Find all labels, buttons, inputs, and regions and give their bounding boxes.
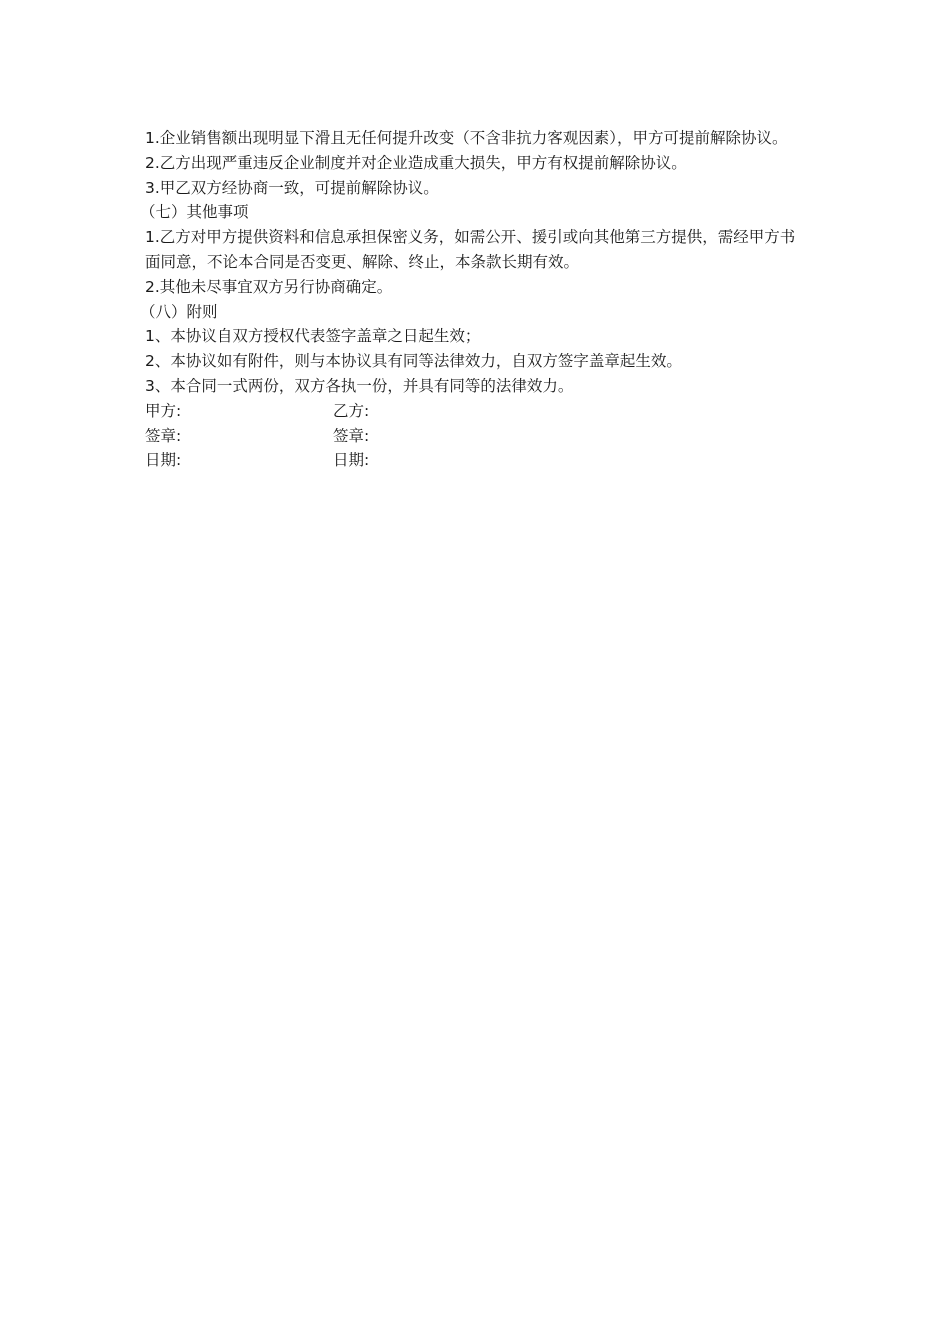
signature-row-date — [145, 448, 810, 473]
party-a-label: 甲方: — [145, 401, 182, 420]
document-body — [140, 126, 810, 473]
appendix-item-2: 2、本协议如有附件，则与本协议具有同等法律效力，自双方签字盖章起生效。 — [145, 352, 682, 371]
seal-b-label: 签章: — [333, 426, 370, 445]
other-item-2: 2.其他未尽事宜双方另行协商确定。 — [145, 277, 393, 296]
signature-row-party — [145, 399, 810, 424]
date-b-label: 日期: — [333, 451, 370, 470]
other-item-1: 1.乙方对甲方提供资料和信息承担保密义务，如需公开、援引或向其他第三方提供，需经甲方书面同意，不论本合同是否变更、解除、终止，本条款长期有效。 — [145, 228, 796, 271]
termination-item-2: 2.乙方出现严重违反企业制度并对企业造成重大损失，甲方有权提前解除协议。 — [145, 153, 687, 172]
termination-item-3: 3.甲乙双方经协商一致，可提前解除协议。 — [145, 178, 439, 197]
termination-item-1: 1.企业销售额出现明显下滑且无任何提升改变（不含非抗力客观因素），甲方可提前解除协议。 — [145, 129, 788, 147]
signature-row-seal — [145, 424, 810, 449]
party-b-label: 乙方: — [333, 401, 370, 420]
section-heading-other: （七）其他事项 — [140, 203, 249, 222]
section-heading-appendix: （八）附则 — [140, 302, 218, 321]
date-a-label: 日期: — [145, 451, 182, 470]
seal-a-label: 签章: — [145, 426, 182, 445]
appendix-item-1: 1、本协议自双方授权代表签字盖章之日起生效； — [145, 327, 481, 346]
appendix-item-3: 3、本合同一式两份，双方各执一份，并具有同等的法律效力。 — [145, 376, 574, 395]
